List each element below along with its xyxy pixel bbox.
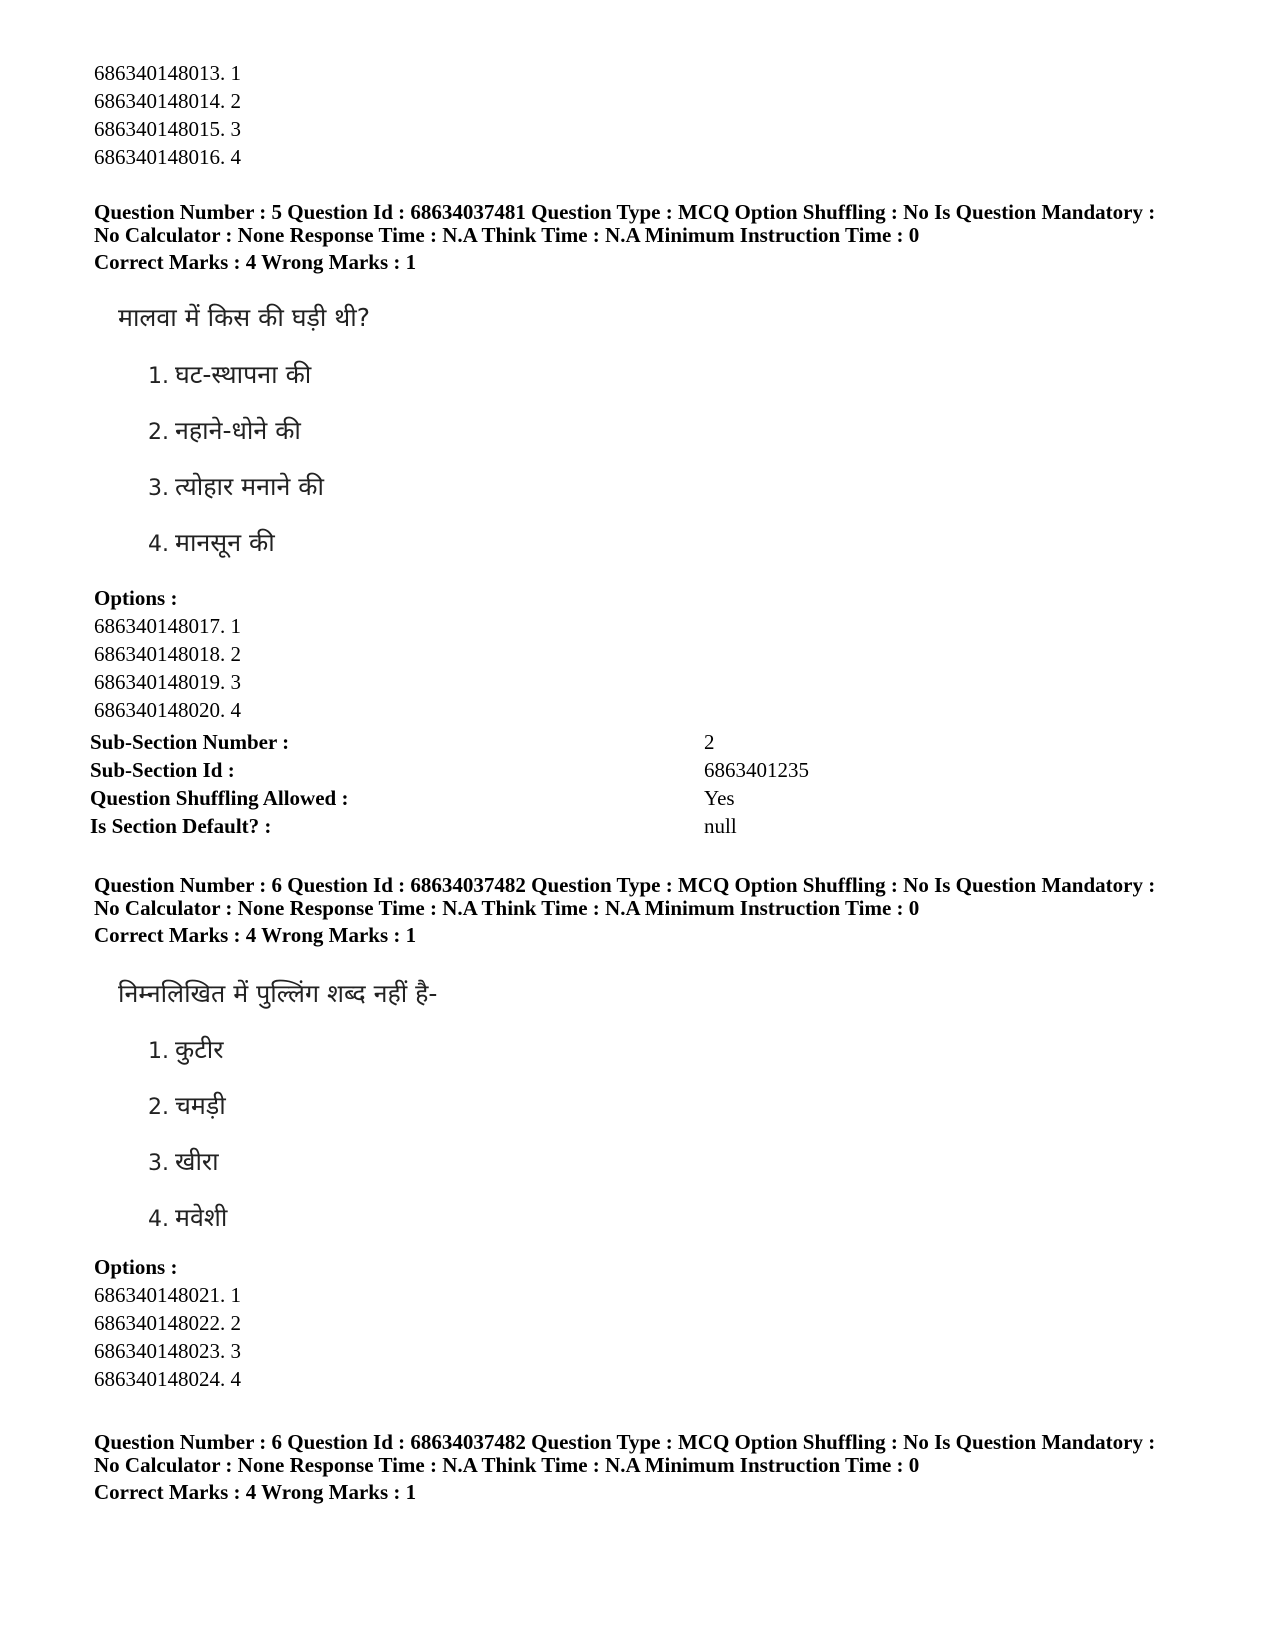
option-line: 686340148014. 2 bbox=[94, 89, 241, 113]
subsection-label: Sub-Section Id : bbox=[90, 758, 235, 782]
question-choice: 4. मानसून की bbox=[148, 528, 275, 557]
option-line: 686340148013. 1 bbox=[94, 61, 241, 85]
question-header-line-1: Question Number : 6 Question Id : 68634037482 Question Type : MCQ Option Shuffling : No Is Question Mandatory : bbox=[94, 1430, 1156, 1454]
question-stem: निम्नलिखित में पुल्लिंग शब्द नहीं है- bbox=[118, 979, 438, 1008]
option-line: 686340148019. 3 bbox=[94, 670, 241, 694]
question-marks: Correct Marks : 4 Wrong Marks : 1 bbox=[94, 1480, 417, 1504]
option-line: 686340148018. 2 bbox=[94, 642, 241, 666]
question-choice: 3. त्योहार मनाने की bbox=[148, 472, 324, 501]
option-line: 686340148020. 4 bbox=[94, 698, 241, 722]
question-stem: मालवा में किस की घड़ी थी? bbox=[118, 303, 371, 332]
question-choice: 3. खीरा bbox=[148, 1147, 219, 1176]
option-line: 686340148015. 3 bbox=[94, 117, 241, 141]
option-line: 686340148016. 4 bbox=[94, 145, 241, 169]
option-line: 686340148021. 1 bbox=[94, 1283, 241, 1307]
question-choice: 4. मवेशी bbox=[148, 1203, 228, 1232]
subsection-value: null bbox=[704, 814, 737, 838]
question-header-line-1: Question Number : 6 Question Id : 68634037482 Question Type : MCQ Option Shuffling : No Is Question Mandatory : bbox=[94, 873, 1156, 897]
option-line: 686340148017. 1 bbox=[94, 614, 241, 638]
subsection-label: Question Shuffling Allowed : bbox=[90, 786, 349, 810]
option-line: 686340148022. 2 bbox=[94, 1311, 241, 1335]
subsection-label: Sub-Section Number : bbox=[90, 730, 290, 754]
question-header-line-2: No Calculator : None Response Time : N.A Think Time : N.A Minimum Instruction Time : 0 bbox=[94, 223, 920, 247]
question-header-line-2: No Calculator : None Response Time : N.A Think Time : N.A Minimum Instruction Time : 0 bbox=[94, 896, 920, 920]
question-choice: 1. कुटीर bbox=[148, 1035, 224, 1064]
option-line: 686340148024. 4 bbox=[94, 1367, 241, 1391]
subsection-value: 6863401235 bbox=[704, 758, 809, 782]
options-label: Options : bbox=[94, 586, 178, 610]
options-label: Options : bbox=[94, 1255, 178, 1279]
question-marks: Correct Marks : 4 Wrong Marks : 1 bbox=[94, 250, 417, 274]
question-marks: Correct Marks : 4 Wrong Marks : 1 bbox=[94, 923, 417, 947]
subsection-label: Is Section Default? : bbox=[90, 814, 272, 838]
question-header-line-2: No Calculator : None Response Time : N.A Think Time : N.A Minimum Instruction Time : 0 bbox=[94, 1453, 920, 1477]
question-choice: 1. घट-स्थापना की bbox=[148, 360, 312, 389]
question-choice: 2. नहाने-धोने की bbox=[148, 416, 301, 445]
question-choice: 2. चमड़ी bbox=[148, 1091, 226, 1120]
subsection-value: Yes bbox=[704, 786, 735, 810]
subsection-value: 2 bbox=[704, 730, 715, 754]
question-header-line-1: Question Number : 5 Question Id : 68634037481 Question Type : MCQ Option Shuffling : No Is Question Mandatory : bbox=[94, 200, 1156, 224]
option-line: 686340148023. 3 bbox=[94, 1339, 241, 1363]
